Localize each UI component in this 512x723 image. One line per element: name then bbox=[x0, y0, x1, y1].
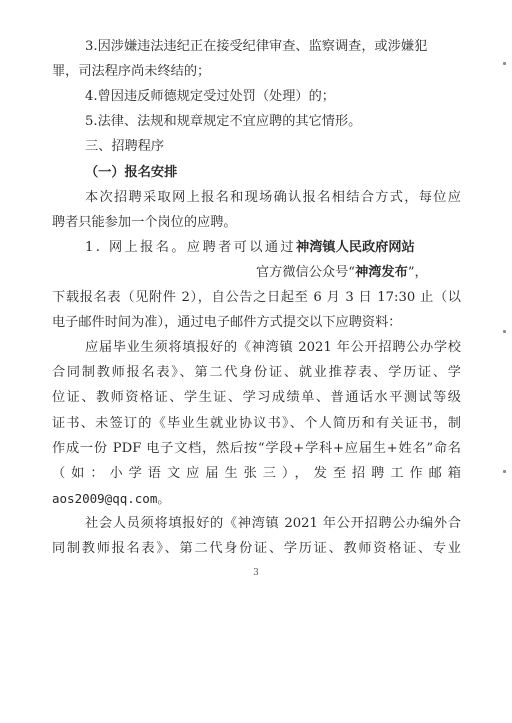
text-line: 下载报名表（见附件 2），自公告之日起至 6 月 3 日 17:30 止（以 bbox=[52, 290, 461, 305]
page-number: 3 bbox=[253, 568, 259, 579]
text-segment: ”， bbox=[407, 264, 428, 280]
text-line: 5.法律、法规和规章规定不宜应聘的其它情形。 bbox=[85, 114, 362, 130]
text-line: 罪，司法程序尚未终结的； bbox=[52, 64, 211, 80]
subsection-heading: （一）报名安排 bbox=[85, 164, 178, 180]
email-address: aos2009@qq.com。 bbox=[52, 490, 170, 506]
text-line: 4.曾因违反师德规定受过处罚（处理）的； bbox=[85, 89, 335, 105]
text-line: 应届毕业生须将填报好的《神湾镇 2021 年公开招聘公办学校 bbox=[85, 340, 461, 356]
text-line: 合同制教师报名表》、第二代身份证、就业推荐表、学历证、学 bbox=[52, 365, 461, 381]
scan-edge-mark bbox=[503, 470, 506, 473]
text-line: 聘者只能参加一个岗位的应聘。 bbox=[52, 214, 237, 230]
section-heading: 三、招聘程序 bbox=[85, 139, 165, 155]
text-line: 电子邮件时间为准），通过电子邮件方式提交以下应聘资料： bbox=[52, 315, 402, 331]
text-line: 本次招聘采取网上报名和现场确认报名相结合方式，每位应 bbox=[85, 189, 461, 205]
text-line: 同制教师报名表》、第二代身份证、学历证、教师资格证、专业 bbox=[52, 541, 461, 556]
text-line: 3.因涉嫌违法违纪正在接受纪律审查、监察调查，或涉嫌犯 bbox=[85, 39, 428, 54]
text-line: 作成一份 PDF 电子文档，然后按“学段+学科+应届生+姓名”命名 bbox=[52, 440, 461, 456]
text-line bbox=[0, 238, 512, 258]
text-line: 位证、教师资格证、学生证、学习成绩单、普通话水平测试等级 bbox=[52, 390, 461, 406]
text-segment: 官方微信公众号“ bbox=[256, 264, 356, 280]
text-line: （如：小学语文应届生张三），发至招聘工作邮箱 bbox=[52, 465, 461, 481]
scan-edge-mark bbox=[503, 330, 506, 333]
text-segment: 1. 网上报名。应聘者可以通过 bbox=[85, 239, 297, 255]
scan-edge-mark bbox=[503, 62, 506, 65]
text-line: 社会人员须将填报好的《神湾镇 2021 年公开招聘公办编外合 bbox=[85, 515, 461, 531]
text-line: 证书、未签订的《毕业生就业协议书》、个人简历和有关证书，制 bbox=[52, 415, 461, 431]
highlighted-text: 神湾镇人民政府网站 bbox=[296, 239, 415, 255]
text-line bbox=[0, 263, 512, 283]
highlighted-text: 神湾发布 bbox=[355, 264, 408, 280]
